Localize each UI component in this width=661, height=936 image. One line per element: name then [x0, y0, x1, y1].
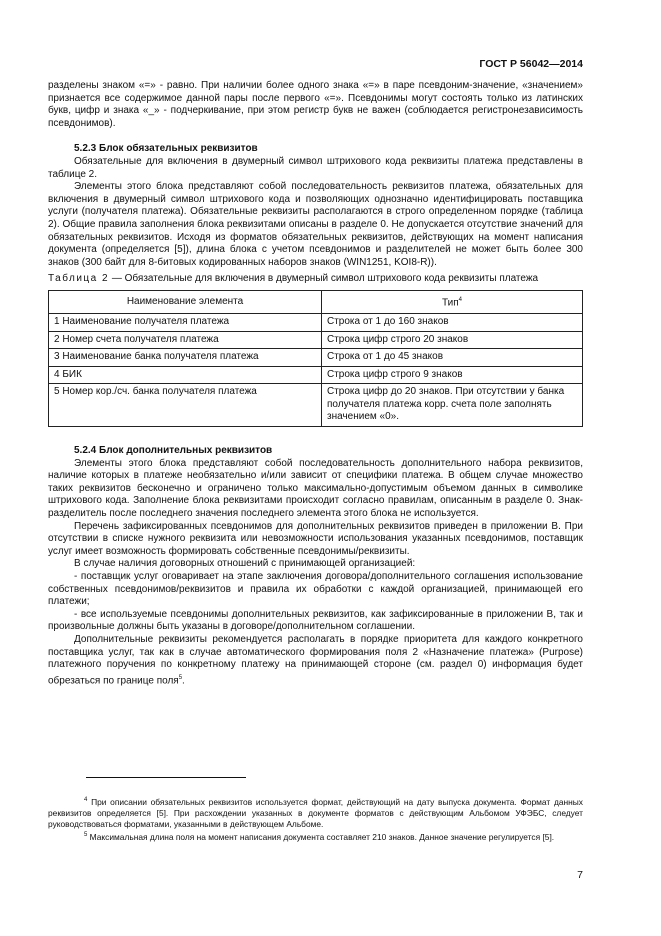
row-name: 3 Наименование банка получателя платежа: [49, 349, 322, 367]
section-524-paragraph-3: В случае наличия договорных отношений с принимающей организацией:: [74, 558, 416, 570]
row-type: Строка цифр до 20 знаков. При отсутствии у банка получателя платежа корр. счета поле заполнять значением «0».: [322, 384, 583, 427]
footnote-5-text: Максимальная длина поля на момент написания документа составляет 210 знаков. Данное значение регулируется [5].: [87, 831, 555, 842]
table-2-label: Таблица 2: [48, 273, 110, 285]
column-header-type-label: Тип: [441, 297, 459, 309]
row-type: Строка цифр строго 20 знаков: [322, 331, 583, 349]
section-523-title: 5.2.3 Блок обязательных реквизитов: [74, 143, 258, 155]
footnote-4: [48, 795, 583, 830]
table-2: [48, 290, 583, 427]
row-name: 1 Наименование получателя платежа: [49, 313, 322, 331]
footnotes: [48, 795, 583, 843]
main-content: [48, 80, 583, 688]
section-523-paragraph-1: Обязательные для включения в двумерный символ штрихового кода реквизиты платежа представлены в таблице 2.: [48, 155, 583, 180]
table-header-row: [49, 290, 583, 313]
column-header-type: [322, 290, 583, 313]
row-name: 2 Номер счета получателя платежа: [49, 331, 322, 349]
footnote-5-number: 5: [84, 831, 88, 838]
row-type: Строка цифр строго 9 знаков: [322, 366, 583, 384]
page-number: 7: [577, 869, 583, 881]
footnote-4-text: При описании обязательных реквизитов используется формат, действующий на дату выпуска документа. Формат данных реквизитов определяется [5]. При расхождении указанных в документе форматов с действующим Альбомом УФЭБС, следует руководствоваться форматами, указанными в действующем Альбоме.: [48, 796, 583, 829]
row-type: Строка от 1 до 45 знаков: [322, 349, 583, 367]
section-524-list-item-1: - поставщик услуг оговаривает на этапе заключения договора/дополнительного соглашения использование собственных псевдонимов/реквизитов и правила их обработки с каждой организацией, принимающей его платежи;: [48, 571, 583, 608]
table-row: [49, 384, 583, 427]
footnote-ref-5: 5: [178, 674, 183, 681]
footnote-5: [48, 830, 583, 843]
column-header-name: Наименование элемента: [49, 290, 322, 313]
table-row: [49, 366, 583, 384]
section-524-paragraph-4-text: Дополнительные реквизиты рекомендуется располагать в порядке приоритета для каждого конкретного поставщика услуг, так как в случае автоматического формирования поля 2 «Назначение платежа» (Purpose) платежного поручения по конкретному платежу на принимающей стороне (см. раздел 0) информация будет обрезаться по границе поля: [48, 633, 583, 687]
section-524-list-item-2: - все используемые псевдонимы дополнительных реквизитов, как зафиксированные в приложении В, так и произвольные должны быть указаны в договоре/дополнительном соглашении.: [48, 608, 583, 633]
section-524-paragraph-2: Перечень зафиксированных псевдонимов для дополнительных реквизитов приведен в приложении В. При отсутствии в списке нужного реквизита или невозможности использования указанных псевдонимов, поставщик услуг имеет возможность формировать собственные псевдонимы/реквизиты.: [48, 520, 583, 557]
table-row: [49, 331, 583, 349]
intro-paragraph: разделены знаком «=» - равно. При наличии более одного знака «=» в паре псевдоним-значение, «значением» признается все содержимое данной пары после первого «=». Псевдонимы могут состоять только из латинских букв, цифр и знака «_» - подчеркивание, при этом регистр букв не важен (соблюдается регистронезависимость псевдонимов).: [48, 80, 583, 129]
section-524-paragraph-4-end: .: [182, 675, 185, 687]
row-type: Строка от 1 до 160 знаков: [322, 313, 583, 331]
section-524-paragraph-1: Элементы этого блока представляют собой последовательность дополнительного набора реквизитов, наличие которых в платеже необязательно и/или зависит от специфики платежа. В общем случае множество таких реквизитов бесконечно и ограничено только максимально-допустимым объемом данных в символике штрихового кода. Заполнение блока реквизитами происходит согласно правилам, описанным в разделе 0. Знак-разделитель после последнего значения последнего элемента этого блока не используется.: [48, 457, 583, 520]
footnote-4-number: 4: [84, 797, 88, 803]
row-name: 4 БИК: [49, 366, 322, 384]
table-2-caption: [48, 273, 583, 286]
footnote-ref-4: 4: [458, 296, 462, 303]
section-524-title: 5.2.4 Блок дополнительных реквизитов: [74, 445, 273, 457]
table-row: [49, 313, 583, 331]
table-2-title: — Обязательные для включения в двумерный символ штрихового кода реквизиты платежа: [109, 273, 539, 285]
row-name: 5 Номер кор./сч. банка получателя платежа: [49, 384, 322, 427]
table-row: [49, 349, 583, 367]
section-524-paragraph-4: [48, 634, 583, 688]
footnote-separator: [86, 777, 246, 778]
section-523-paragraph-2: Элементы этого блока представляют собой последовательность реквизитов платежа, обязательных для включения в двумерный символ штрихового кода и позволяющих однозначно идентифицировать поставщика услуги (получателя платежа). Обязательные реквизиты располагаются в строго определенном порядке (таблица 2). Общие правила заполнения блока реквизитами описаны в разделе 0. Не допускается отсутствие значений для обязательных реквизитов. Исходя из форматов обязательных реквизитов, действующих на момент написания документа (определяется [5]), длина блока с учетом псевдонимов и разделителей не может быть более 300 знаков (300 байт для 8-битовых кодированных наборов знаков (WIN1251, KOI8-R)).: [48, 181, 583, 268]
document-header: ГОСТ Р 56042—2014: [479, 58, 583, 70]
